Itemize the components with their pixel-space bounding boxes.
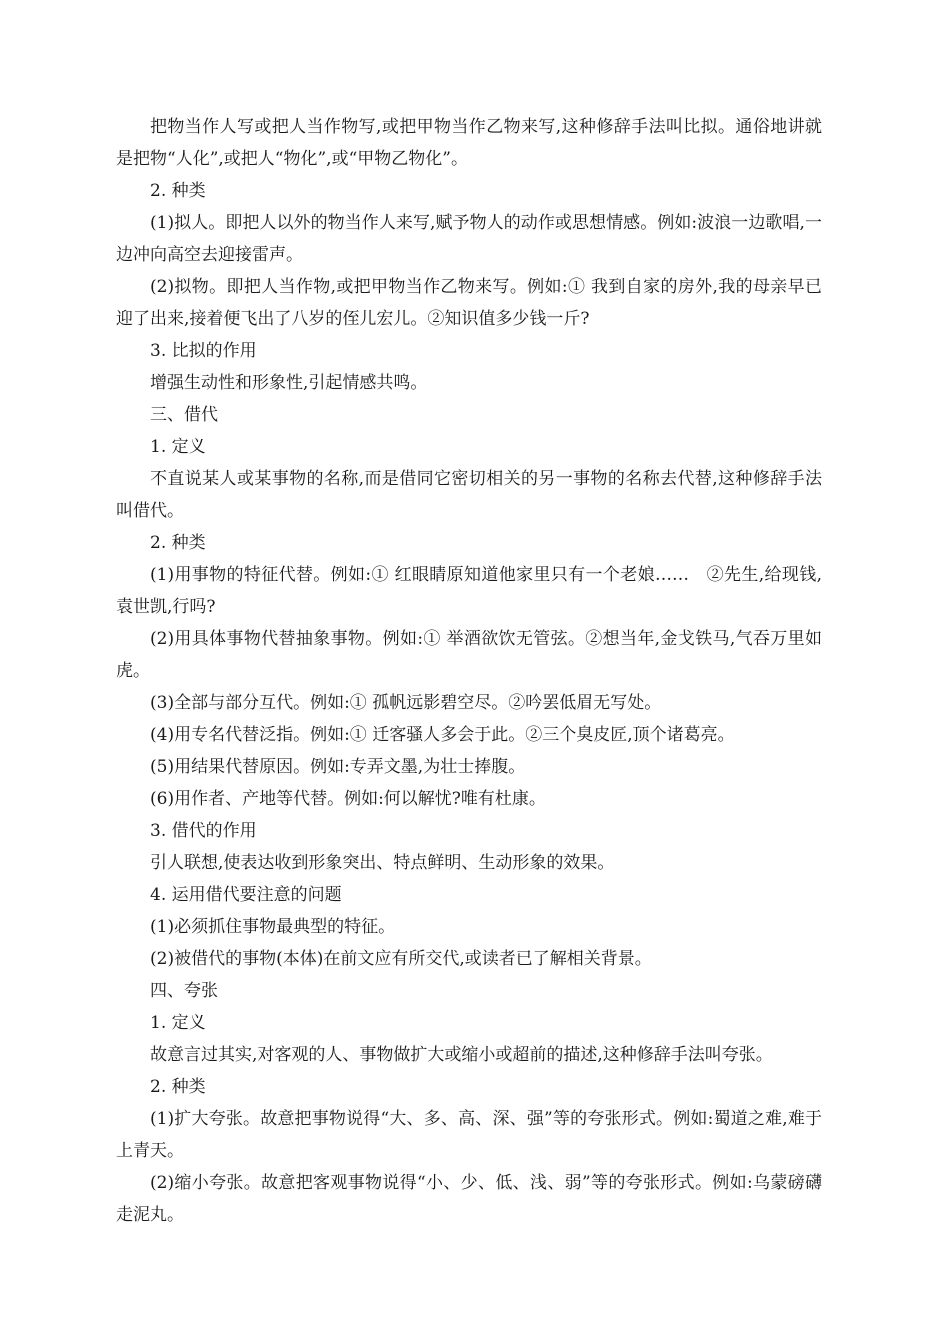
paragraph-bini-effect: 增强生动性和形象性,引起情感共鸣。 [150,373,428,393]
paragraph-kuazhang-type-1: (1)扩大夸张。故意把事物说得“大、多、高、深、强”等的夸张形式。例如:蜀道之难,难于上青天。 [116,1109,822,1161]
section-heading-kuazhang: 四、夸张 [150,981,218,1001]
paragraph-jiedai-type-5: (5)用结果代替原因。例如:专弄文墨,为壮士捧腹。 [150,757,526,777]
paragraph-jiedai-type-1: (1)用事物的特征代替。例如:① 红眼睛原知道他家里只有一个老娘…… ②先生,给现钱,袁世凯,行吗? [116,565,822,617]
paragraph-niren: (1)拟人。即把人以外的物当作人来写,赋予物人的动作或思想情感。例如:波浪一边歌唱,一边冲向高空去迎接雷声。 [116,213,822,265]
heading-jiedai-types: 2. 种类 [150,533,206,553]
paragraph-jiedai-note-2: (2)被借代的事物(本体)在前文应有所交代,或读者已了解相关背景。 [150,949,652,969]
heading-bini-effect: 3. 比拟的作用 [150,341,257,361]
paragraph-jiedai-type-6: (6)用作者、产地等代替。例如:何以解忧?唯有杜康。 [150,789,546,809]
document-body [116,111,822,1231]
paragraph-jiedai-type-2: (2)用具体事物代替抽象事物。例如:① 举酒欲饮无管弦。②想当年,金戈铁马,气吞万里如虎。 [116,629,822,681]
paragraph-jiedai-type-3: (3)全部与部分互代。例如:① 孤帆远影碧空尽。②吟罢低眉无写处。 [150,693,662,713]
paragraph-jiedai-type-4: (4)用专名代替泛指。例如:① 迁客骚人多会于此。②三个臭皮匠,顶个诸葛亮。 [150,725,735,745]
paragraph-kuazhang-type-2: (2)缩小夸张。故意把客观事物说得“小、少、低、浅、弱”等的夸张形式。例如:乌蒙磅礴走泥丸。 [116,1173,822,1225]
heading-bini-types: 2. 种类 [150,181,206,201]
paragraph-niwu: (2)拟物。即把人当作物,或把甲物当作乙物来写。例如:① 我到自家的房外,我的母亲早已迎了出来,接着便飞出了八岁的侄儿宏儿。②知识值多少钱一斤? [116,277,822,329]
paragraph-jiedai-definition: 不直说某人或某事物的名称,而是借同它密切相关的另一事物的名称去代替,这种修辞手法叫借代。 [116,469,822,521]
heading-jiedai-notes: 4. 运用借代要注意的问题 [150,885,342,905]
heading-jiedai-definition: 1. 定义 [150,437,206,457]
section-heading-jiedai: 三、借代 [150,405,218,425]
heading-kuazhang-types: 2. 种类 [150,1077,206,1097]
heading-jiedai-effect: 3. 借代的作用 [150,821,257,841]
paragraph-jiedai-effect: 引人联想,使表达收到形象突出、特点鲜明、生动形象的效果。 [150,853,615,873]
heading-kuazhang-definition: 1. 定义 [150,1013,206,1033]
paragraph-definition-bini: 把物当作人写或把人当作物写,或把甲物当作乙物来写,这种修辞手法叫比拟。通俗地讲就是把物“人化”,或把人“物化”,或“甲物乙物化”。 [116,117,822,169]
paragraph-kuazhang-definition: 故意言过其实,对客观的人、事物做扩大或缩小或超前的描述,这种修辞手法叫夸张。 [150,1045,773,1065]
paragraph-jiedai-note-1: (1)必须抓住事物最典型的特征。 [150,917,396,937]
